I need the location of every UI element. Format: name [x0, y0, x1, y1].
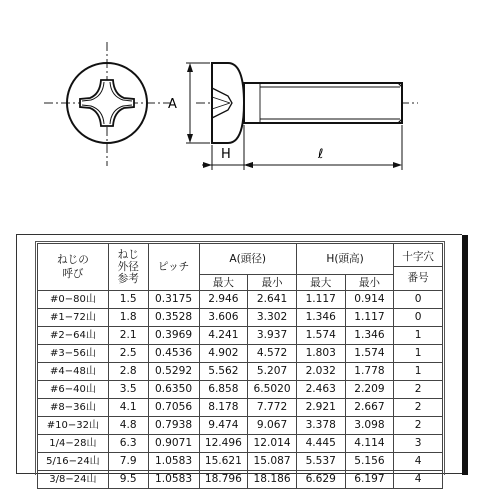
cell-h-min: 1.117	[345, 309, 394, 327]
cell-recess-number: 0	[394, 309, 443, 327]
cell-h-max: 5.537	[296, 453, 345, 471]
cell-recess-number: 4	[394, 471, 443, 489]
cell-outer-diameter: 2.8	[108, 363, 148, 381]
dimension-h-label: H	[221, 147, 231, 162]
cell-thread-size: #3−56山	[38, 345, 109, 363]
cell-pitch: 0.3175	[148, 291, 199, 309]
cell-h-max: 6.629	[296, 471, 345, 489]
cell-a-max: 5.562	[199, 363, 248, 381]
cell-a-min: 6.5020	[248, 381, 297, 399]
header-a-min: 最小	[248, 275, 297, 291]
dimension-length	[244, 125, 402, 170]
cell-a-max: 9.474	[199, 417, 248, 435]
header-recess-number	[394, 244, 443, 291]
cell-h-max: 1.117	[296, 291, 345, 309]
table-row	[38, 345, 443, 363]
cell-pitch: 0.6350	[148, 381, 199, 399]
table-row	[38, 291, 443, 309]
screw-head-front-view	[44, 42, 170, 166]
header-h-min: 最小	[345, 275, 394, 291]
dimension-length-label: ℓ	[318, 147, 324, 162]
header-text: 参考	[117, 273, 139, 285]
cell-h-min: 3.098	[345, 417, 394, 435]
cell-outer-diameter: 1.5	[108, 291, 148, 309]
cell-thread-size: #8−36山	[38, 399, 109, 417]
cell-outer-diameter: 9.5	[108, 471, 148, 489]
cell-h-min: 4.114	[345, 435, 394, 453]
cell-a-max: 6.858	[199, 381, 248, 399]
cell-pitch: 1.0583	[148, 453, 199, 471]
cell-pitch: 0.5292	[148, 363, 199, 381]
table-row	[38, 435, 443, 453]
cell-h-min: 5.156	[345, 453, 394, 471]
screw-side-view	[196, 63, 418, 143]
cell-pitch: 0.9071	[148, 435, 199, 453]
table-row	[38, 309, 443, 327]
cell-recess-number: 1	[394, 345, 443, 363]
cell-pitch: 0.4536	[148, 345, 199, 363]
cell-thread-size: #0−80山	[38, 291, 109, 309]
screw-technical-drawing	[0, 0, 480, 232]
table-row	[38, 399, 443, 417]
cell-h-min: 6.197	[345, 471, 394, 489]
cell-outer-diameter: 2.5	[108, 345, 148, 363]
cell-thread-size: 3/8−24山	[38, 471, 109, 489]
cell-recess-number: 0	[394, 291, 443, 309]
cell-h-max: 1.346	[296, 309, 345, 327]
cell-a-min: 3.302	[248, 309, 297, 327]
cell-a-min: 18.186	[248, 471, 297, 489]
cell-a-max: 4.902	[199, 345, 248, 363]
cell-a-min: 4.572	[248, 345, 297, 363]
cell-a-min: 7.772	[248, 399, 297, 417]
cell-a-min: 3.937	[248, 327, 297, 345]
cell-outer-diameter: 2.1	[108, 327, 148, 345]
cell-h-max: 2.032	[296, 363, 345, 381]
cell-h-max: 1.803	[296, 345, 345, 363]
cell-h-max: 3.378	[296, 417, 345, 435]
cell-a-max: 12.496	[199, 435, 248, 453]
cell-h-min: 2.667	[345, 399, 394, 417]
table-body	[38, 291, 443, 489]
cell-thread-size: #10−32山	[38, 417, 109, 435]
cell-h-min: 1.346	[345, 327, 394, 345]
header-a-max: 最大	[199, 275, 248, 291]
cell-h-max: 2.463	[296, 381, 345, 399]
cell-a-max: 3.606	[199, 309, 248, 327]
cell-a-min: 2.641	[248, 291, 297, 309]
cell-h-max: 4.445	[296, 435, 345, 453]
table-row	[38, 327, 443, 345]
header-head-height: H(頭高)	[296, 244, 393, 275]
cell-recess-number: 1	[394, 363, 443, 381]
table-row	[38, 471, 443, 489]
table-row	[38, 381, 443, 399]
header-text: ねじの	[57, 254, 89, 266]
cell-a-max: 8.178	[199, 399, 248, 417]
cell-h-min: 0.914	[345, 291, 394, 309]
cell-thread-size: 1/4−28山	[38, 435, 109, 453]
cell-a-max: 18.796	[199, 471, 248, 489]
table-header-row	[38, 244, 443, 275]
cell-h-max: 2.921	[296, 399, 345, 417]
cell-outer-diameter: 1.8	[108, 309, 148, 327]
header-pitch: ピッチ	[148, 244, 199, 291]
cell-pitch: 0.7056	[148, 399, 199, 417]
cell-pitch: 1.0583	[148, 471, 199, 489]
cell-thread-size: #2−64山	[38, 327, 109, 345]
header-text: 十字穴	[394, 250, 442, 267]
cell-a-max: 2.946	[199, 291, 248, 309]
cell-thread-size: #1−72山	[38, 309, 109, 327]
cell-recess-number: 2	[394, 417, 443, 435]
cell-a-min: 12.014	[248, 435, 297, 453]
cell-outer-diameter: 4.1	[108, 399, 148, 417]
cell-h-max: 1.574	[296, 327, 345, 345]
cell-recess-number: 4	[394, 453, 443, 471]
cell-thread-size: #4−48山	[38, 363, 109, 381]
cell-pitch: 0.7938	[148, 417, 199, 435]
cell-recess-number: 3	[394, 435, 443, 453]
cell-outer-diameter: 7.9	[108, 453, 148, 471]
cell-a-max: 15.621	[199, 453, 248, 471]
cell-a-max: 4.241	[199, 327, 248, 345]
header-head-diameter: A(頭径)	[199, 244, 296, 275]
cell-thread-size: 5/16−24山	[38, 453, 109, 471]
cell-h-min: 1.574	[345, 345, 394, 363]
cell-a-min: 5.207	[248, 363, 297, 381]
cell-outer-diameter: 3.5	[108, 381, 148, 399]
phillips-cross-recess-icon	[80, 80, 134, 126]
table-row	[38, 453, 443, 471]
dimension-a-label: A	[168, 97, 177, 112]
cell-recess-number: 2	[394, 381, 443, 399]
header-outer-diameter	[108, 244, 148, 291]
cell-thread-size: #6−40山	[38, 381, 109, 399]
cell-pitch: 0.3969	[148, 327, 199, 345]
cell-recess-number: 2	[394, 399, 443, 417]
table-row	[38, 417, 443, 435]
screw-spec-table	[37, 243, 443, 489]
header-text: 呼び	[62, 268, 84, 280]
cell-h-min: 2.209	[345, 381, 394, 399]
table-row	[38, 363, 443, 381]
header-text: 外径	[117, 261, 139, 273]
cell-outer-diameter: 4.8	[108, 417, 148, 435]
page-edge-rail	[462, 235, 468, 475]
header-text: 番号	[407, 271, 429, 284]
spec-table-frame	[16, 234, 462, 485]
cell-a-min: 15.087	[248, 453, 297, 471]
cell-h-min: 1.778	[345, 363, 394, 381]
header-h-max: 最大	[296, 275, 345, 291]
header-text: ねじ	[117, 249, 139, 261]
cell-outer-diameter: 6.3	[108, 435, 148, 453]
cell-recess-number: 1	[394, 327, 443, 345]
cell-pitch: 0.3528	[148, 309, 199, 327]
cell-a-min: 9.067	[248, 417, 297, 435]
header-thread-size	[38, 244, 109, 291]
